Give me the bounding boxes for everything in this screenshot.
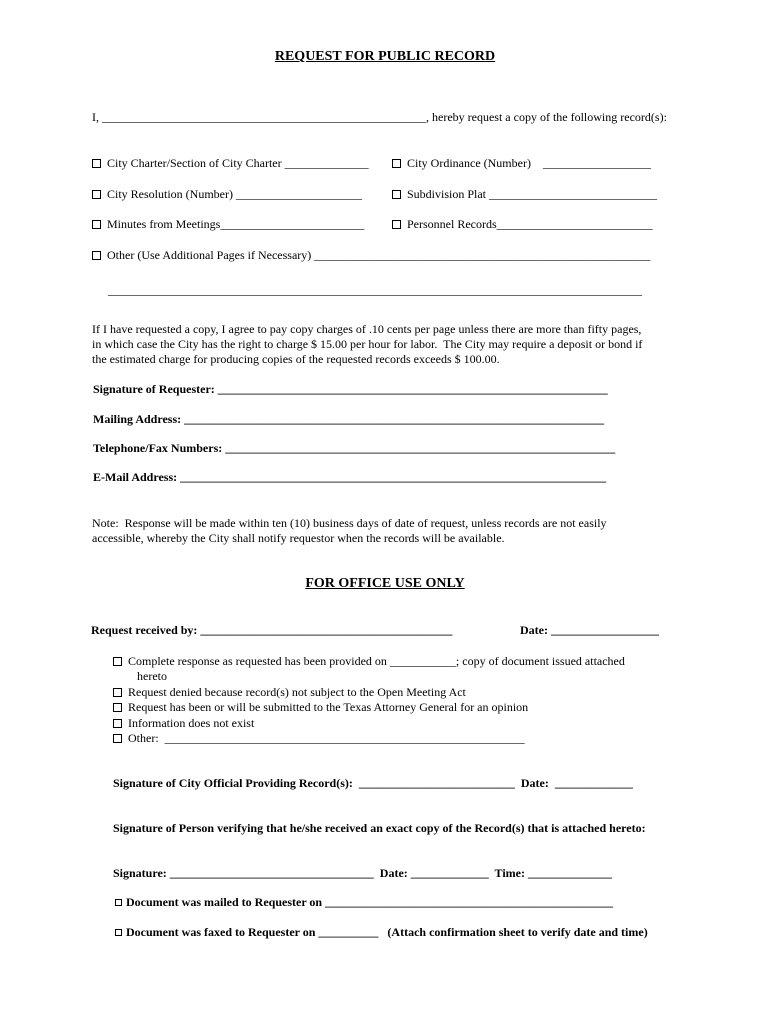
other-continuation-line[interactable]: _________________________________________________________________________________________: [108, 283, 642, 297]
response-complete[interactable]: Complete response as requested has been provided on ___________; copy of document issued attached: [113, 654, 625, 668]
checkbox-mailed[interactable]: [115, 899, 122, 906]
office-use-heading: FOR OFFICE USE ONLY: [305, 576, 465, 591]
checkbox-city-resolution[interactable]: [92, 190, 101, 199]
checkbox-subdivision-plat[interactable]: [392, 190, 401, 199]
option-city-ordinance[interactable]: City Ordinance (Number) __________________: [392, 156, 651, 170]
faxed-line[interactable]: Document was faxed to Requester on __________ (Attach confirmation sheet to verify date and time): [115, 925, 648, 939]
intro-line: I, ______________________________________________________, hereby request a copy of the following record(s):: [92, 110, 667, 124]
email-field[interactable]: E-Mail Address: _______________________________________________________________________: [93, 470, 607, 484]
checkbox-response-attorney-general[interactable]: [113, 703, 122, 712]
response-not-exist[interactable]: Information does not exist: [113, 716, 254, 730]
mailing-address-field[interactable]: Mailing Address: ______________________________________________________________________: [93, 412, 605, 426]
option-subdivision-plat[interactable]: Subdivision Plat ____________________________: [392, 187, 657, 201]
charges-line-2: in which case the City has the right to charge $ 15.00 per hour for labor. The City may require a deposit or bond if: [92, 337, 643, 351]
request-received-by-field[interactable]: Request received by: __________________________________________: [91, 623, 453, 637]
checkbox-faxed[interactable]: [115, 929, 122, 936]
response-denied[interactable]: Request denied because record(s) not subject to the Open Meeting Act: [113, 685, 466, 699]
checkbox-other[interactable]: [92, 251, 101, 260]
checkbox-city-ordinance[interactable]: [392, 159, 401, 168]
checkbox-minutes[interactable]: [92, 220, 101, 229]
note-line-2: accessible, whereby the City shall notify requestor when the records will be available.: [92, 531, 505, 545]
checkbox-city-charter[interactable]: [92, 159, 101, 168]
phone-fax-field[interactable]: Telephone/Fax Numbers: _________________________________________________________________: [93, 441, 616, 455]
checkbox-personnel[interactable]: [392, 220, 401, 229]
checkbox-response-denied[interactable]: [113, 688, 122, 697]
option-other[interactable]: Other (Use Additional Pages if Necessary) ________________________________________________________: [92, 248, 650, 262]
verify-signature-field[interactable]: Signature: __________________________________ Date: _____________ Time: ______________: [113, 866, 612, 880]
option-city-resolution[interactable]: City Resolution (Number) _____________________: [92, 187, 362, 201]
official-signature-field[interactable]: Signature of City Official Providing Record(s): __________________________ Date: _____________: [113, 776, 633, 790]
verify-statement: Signature of Person verifying that he/she received an exact copy of the Record(s) that is attached hereto:: [113, 821, 646, 835]
page-title: REQUEST FOR PUBLIC RECORD: [274, 49, 496, 64]
response-attorney-general[interactable]: Request has been or will be submitted to the Texas Attorney General for an opinion: [113, 700, 528, 714]
checkbox-response-complete[interactable]: [113, 657, 122, 666]
received-date-field[interactable]: Date: __________________: [520, 623, 659, 637]
note-line-1: Note: Response will be made within ten (10) business days of date of request, unless records are not easily: [92, 516, 607, 530]
option-minutes[interactable]: Minutes from Meetings________________________: [92, 217, 364, 231]
requester-signature-field[interactable]: Signature of Requester: _________________________________________________________________: [93, 382, 608, 396]
charges-line-1: If I have requested a copy, I agree to pay copy charges of .10 cents per page unless there are more than fifty pages,: [92, 322, 642, 336]
checkbox-response-not-exist[interactable]: [113, 719, 122, 728]
response-complete-cont: hereto: [137, 669, 167, 683]
charges-line-3: the estimated charge for producing copies of the requested records exceeds $ 100.00.: [92, 352, 500, 366]
option-city-charter[interactable]: City Charter/Section of City Charter ______________: [92, 156, 369, 170]
checkbox-response-other[interactable]: [113, 734, 122, 743]
response-other[interactable]: Other: ____________________________________________________________: [113, 731, 525, 745]
option-personnel[interactable]: Personnel Records__________________________: [392, 217, 653, 231]
mailed-line[interactable]: Document was mailed to Requester on ________________________________________________: [115, 895, 613, 909]
